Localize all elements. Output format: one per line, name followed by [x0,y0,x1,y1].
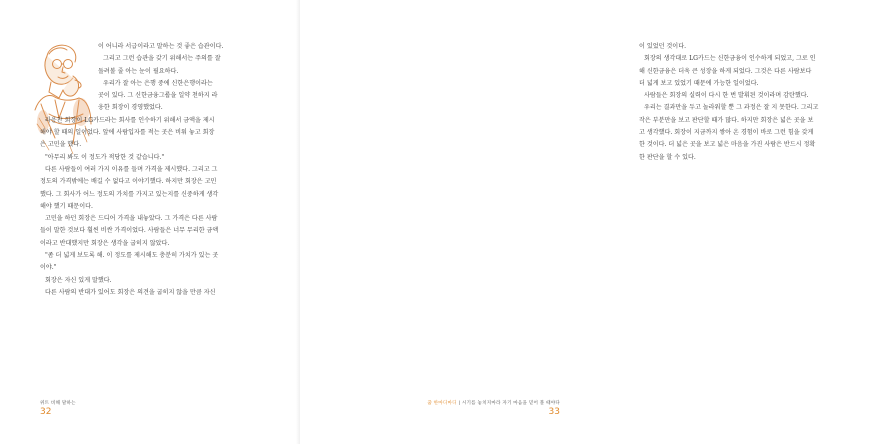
running-title [427,400,560,406]
right-page-body [639,41,871,164]
paragraph: "좀 더 넓게 보도록 해. 이 정도를 제시해도 충분히 가치가 있는 곳 [45,252,219,260]
paragraph: 들이 말한 것보다 훨씬 비싼 가격이었다. 사람들은 너무 무리한 금액 [40,227,219,235]
paragraph: 이 있었던 것이다. [639,43,687,50]
paragraph: 한 판단을 할 수 있다. [639,153,696,161]
left-page-footer [40,400,76,417]
paragraph: 회장의 생각대로 LG카드는 신한금융이 인수하게 되었고, 그로 인 [644,55,816,63]
page-number: 32 [40,407,52,417]
paragraph: 이야." [40,264,57,272]
paragraph: 은 고민을 했다. [40,141,82,149]
page-number: 33 [548,407,560,417]
paragraph: 해야 할 때의 일이었다. 앞에 사람입자를 적는 곳은 비워 놓고 회장 [40,129,215,137]
paragraph: 했다. 그 회사가 어느 정도의 가치를 가지고 있는지를 신중하게 생각 [40,190,219,198]
left-page-body [40,41,272,299]
paragraph: 이라고 반대했지만 회장은 생각을 굽히지 않았다. [40,239,170,247]
paragraph: 라응찬 회장이 LG카드라는 회사를 인수하기 위해서 금액을 제시 [45,116,215,124]
paragraph: 한 것이다. 더 넓은 곳을 보고 넓은 마음을 가진 사람은 반드시 정확 [639,141,816,149]
left-page [0,0,300,444]
paragraph: 고민을 하던 회장은 드디어 가격을 내놓았다. 그 가격은 다른 사람 [45,215,218,223]
running-title: 위트 비해 말하는 [40,401,76,406]
paragraph: 더 넓게 보고 있었기 때문에 가능한 일이었다. [639,79,759,87]
paragraph: 다른 사람들이 여러 가지 이유를 들며 가격을 제시했다. 그리고 그 [45,165,218,173]
running-title-rest: | 시기를 놓치지마라 자기 마음을 믿어 볼 때야다 [458,401,560,406]
paragraph: 작은 부분만을 보고 판단할 때가 많다. 하지만 회장은 넓은 곳을 보 [639,116,814,124]
paragraph: 사람들은 회장의 실력이 다시 한 번 발휘된 것이라며 감탄했다. [644,92,809,100]
paragraph: 정도의 가격밖에는 배길 수 없다고 이야기했다. 하지만 회장은 고민 [40,178,217,186]
paragraph: 웅한 회장이 경영했었다. [98,104,163,112]
paragraph: 돌려볼 줄 아는 눈이 필요하다. [98,67,179,75]
right-page-footer [427,400,560,417]
paragraph: 우리는 결과만을 두고 놀라워할 뿐 그 과정은 잘 지 못한다. 그리고 [644,104,819,112]
paragraph: 이 어니라 서급이라고 말하는 것 좋은 습관이다. [98,43,224,50]
paragraph: 고 생각했다. 회장이 지금까지 쌓아 온 경험이 바로 그런 힘을 갖게 [639,129,814,137]
paragraph: 해야 했기 때문이다. [40,202,93,210]
paragraph: 곳이 있다. 그 신한금융그룹을 일약 천하지 라 [98,92,218,100]
paragraph: 우리가 잘 아는 은행 중에 신한은행이라는 [103,79,213,87]
paragraph: 다른 사람의 반대가 있어도 회장은 의견을 굽히지 않을 만큼 자신 [45,288,216,296]
paragraph: 해 신한금융은 더욱 큰 성장을 하게 되었다. 그것은 다른 사람보다 [639,67,812,75]
paragraph: 그리고 그런 습관을 갖기 위해서는 주의를 잘 [103,55,221,63]
paragraph: 회장은 자신 있게 말했다. [45,276,112,284]
paragraph: "아무리 봐도 이 정도가 적당한 것 같습니다." [45,153,165,161]
right-page [300,0,819,444]
running-title-prefix: 꿈 한마디마디 [427,401,457,406]
